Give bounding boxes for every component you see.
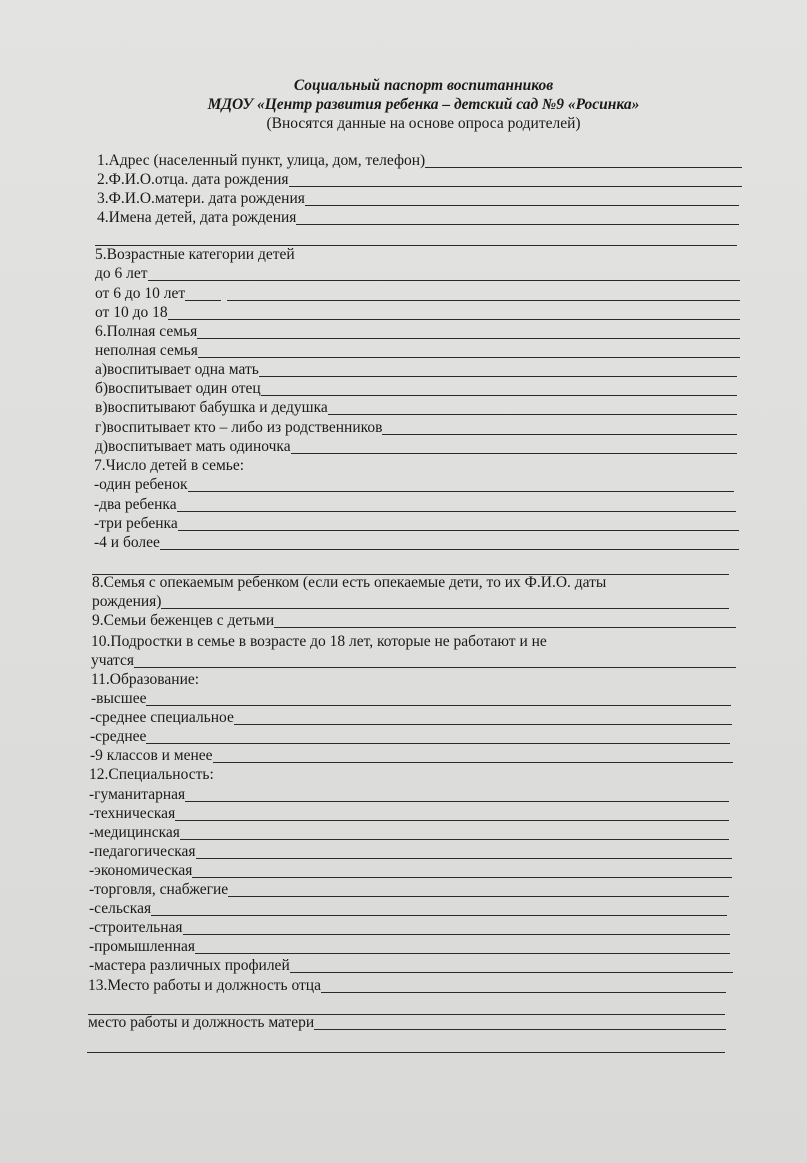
field-nine-grades[interactable]	[90, 746, 733, 765]
fill-line[interactable]	[291, 453, 737, 454]
section-heading: 8.Семья с опекаемым ребенком (если есть опекаемые дети, то их Ф.И.О. даты	[92, 574, 607, 591]
field-pedagogical[interactable]	[89, 842, 732, 861]
fill-line[interactable]	[178, 530, 739, 531]
field-label: -среднее	[90, 728, 147, 745]
field-grandparents[interactable]	[95, 398, 737, 417]
field-father-name[interactable]	[97, 170, 742, 189]
field-father-workplace[interactable]	[88, 976, 726, 995]
field-secondary[interactable]	[90, 727, 730, 746]
fill-line[interactable]	[185, 801, 729, 802]
fill-line[interactable]	[274, 627, 736, 628]
fill-line[interactable]	[290, 972, 733, 973]
fill-line[interactable]	[183, 934, 730, 935]
section-age-categories	[95, 245, 740, 264]
form-note: (Вносятся данные на основе опроса родителей)	[266, 115, 581, 132]
fill-line[interactable]	[296, 224, 739, 225]
field-agricultural[interactable]	[89, 899, 727, 918]
fill-line[interactable]	[198, 357, 740, 358]
field-label: -медицинская	[89, 824, 180, 841]
field-label: д)воспитывает мать одиночка	[95, 438, 291, 455]
fill-line[interactable]	[228, 896, 729, 897]
field-label: -4 и более	[94, 534, 160, 551]
field-10-to-18[interactable]	[95, 303, 740, 322]
fill-line[interactable]	[328, 414, 737, 415]
blank-line[interactable]	[87, 1052, 725, 1053]
fill-line[interactable]	[160, 549, 739, 550]
field-label: -торговля, снабжегие	[89, 881, 229, 898]
field-higher[interactable]	[91, 689, 731, 708]
field-label: от 10 до 18	[95, 304, 168, 321]
field-one-child[interactable]	[94, 475, 734, 494]
section-children-count	[94, 456, 739, 475]
field-label: -два ребенка	[94, 496, 177, 513]
fill-line[interactable]	[382, 434, 737, 435]
field-construction[interactable]	[89, 918, 730, 937]
field-label: неполная семья	[95, 342, 198, 359]
field-mother-only[interactable]	[95, 360, 737, 379]
field-father-only[interactable]	[95, 379, 737, 398]
field-label: -техническая	[89, 805, 176, 822]
field-humanities[interactable]	[89, 785, 729, 804]
field-label: -мастера различных профилей	[89, 957, 290, 974]
section-guardianship	[92, 573, 737, 592]
field-label: -строительная	[89, 919, 183, 936]
form-header	[0, 76, 807, 133]
field-relatives[interactable]	[95, 418, 737, 437]
section-specialty	[89, 765, 734, 784]
section-heading: 12.Специальность:	[89, 766, 214, 783]
fill-line[interactable]	[289, 186, 742, 187]
fill-line[interactable]	[188, 491, 734, 492]
field-guardianship-dates[interactable]	[92, 592, 729, 611]
field-industrial[interactable]	[89, 937, 730, 956]
field-label: место работы и должность матери	[88, 1014, 315, 1031]
fill-line[interactable]	[180, 839, 729, 840]
section-education	[91, 670, 736, 689]
field-children-names[interactable]	[97, 208, 739, 227]
field-label: -высшее	[91, 690, 147, 707]
field-label: 4.Имена детей, дата рождения	[97, 209, 297, 226]
field-label: -промышленная	[89, 938, 196, 955]
fill-line[interactable]	[161, 608, 729, 609]
field-label: а)воспитывает одна мать	[95, 361, 259, 378]
field-teenagers-not-studying[interactable]	[91, 651, 736, 670]
section-heading: 5.Возрастные категории детей	[95, 246, 295, 263]
section-heading: 11.Образование:	[91, 671, 200, 688]
field-full-family[interactable]	[95, 322, 740, 341]
field-trade[interactable]	[89, 880, 729, 899]
field-label: в)воспитывают бабушка и дедушка	[95, 399, 328, 416]
field-label: -гуманитарная	[89, 786, 186, 803]
fill-line[interactable]	[146, 705, 731, 706]
fill-line[interactable]	[305, 205, 739, 206]
field-label: г)воспитывает кто – либо из родственников	[95, 419, 383, 436]
fill-line[interactable]	[175, 820, 729, 821]
field-secondary-special[interactable]	[90, 708, 732, 727]
field-label: -педагогическая	[89, 843, 196, 860]
field-incomplete-family[interactable]	[95, 341, 740, 360]
field-label: -три ребенка	[94, 515, 178, 532]
fill-line[interactable]	[192, 877, 732, 878]
fill-line[interactable]	[177, 511, 736, 512]
fill-line[interactable]	[134, 667, 736, 668]
fill-line[interactable]	[314, 1029, 726, 1030]
fill-line[interactable]	[195, 953, 730, 954]
field-label: 1.Адрес (населенный пункт, улица, дом, телефон)	[97, 152, 426, 169]
fill-line[interactable]	[168, 319, 740, 320]
field-label: 9.Семьи беженцев с детьми	[92, 612, 275, 629]
fill-line[interactable]	[151, 915, 727, 916]
fill-line[interactable]	[321, 992, 726, 993]
fill-line[interactable]	[261, 395, 737, 396]
field-label: -один ребенок	[94, 476, 188, 493]
organization-name: МДОУ «Центр развития ребенка – детский сад №9 «Росинка»	[207, 96, 640, 113]
field-label: -экономическая	[89, 862, 193, 879]
field-label: учатся	[91, 652, 134, 669]
fill-line[interactable]	[213, 762, 733, 763]
field-mother-name[interactable]	[97, 189, 739, 208]
field-label: -9 классов и менее	[90, 747, 213, 764]
field-single-mother[interactable]	[95, 437, 737, 456]
field-four-plus[interactable]	[94, 533, 739, 552]
field-label: 13.Место работы и должность отца	[88, 977, 321, 994]
field-technical[interactable]	[89, 804, 729, 823]
field-under-6[interactable]	[95, 264, 740, 283]
field-label: 3.Ф.И.О.матери. дата рождения	[97, 190, 305, 207]
field-label: 6.Полная семья	[95, 323, 198, 340]
fill-line[interactable]	[148, 280, 740, 281]
field-refugee-families[interactable]	[92, 611, 736, 630]
field-label: рождения)	[92, 593, 162, 610]
fill-line[interactable]	[197, 338, 740, 339]
section-teenagers	[91, 632, 736, 651]
field-label: -среднее специальное	[90, 709, 234, 726]
section-heading: 7.Число детей в семье:	[94, 457, 245, 474]
form-title: Социальный паспорт воспитанников	[293, 77, 554, 94]
field-mother-workplace[interactable]	[88, 1013, 726, 1032]
field-two-children[interactable]	[94, 495, 736, 514]
field-medical[interactable]	[89, 823, 729, 842]
field-label: 2.Ф.И.О.отца. дата рождения	[97, 171, 289, 188]
fill-line[interactable]	[227, 300, 740, 301]
fill-line[interactable]	[234, 724, 732, 725]
field-label: от 6 до 10 лет	[95, 285, 186, 302]
field-economic[interactable]	[89, 861, 732, 880]
field-various-masters[interactable]	[89, 956, 733, 975]
fill-line[interactable]	[146, 743, 730, 744]
field-address[interactable]	[97, 151, 742, 170]
field-label: -сельская	[89, 900, 152, 917]
fill-line[interactable]	[425, 167, 742, 168]
fill-line[interactable]	[259, 376, 737, 377]
field-label: б)воспитывает один отец	[95, 380, 261, 397]
fill-line-short[interactable]	[185, 300, 221, 301]
field-three-children[interactable]	[94, 514, 739, 533]
fill-line[interactable]	[196, 858, 732, 859]
field-label: до 6 лет	[95, 265, 148, 282]
section-heading: 10.Подростки в семье в возрасте до 18 лет, которые не работают и не	[91, 633, 547, 650]
field-6-to-10[interactable]	[95, 284, 740, 303]
